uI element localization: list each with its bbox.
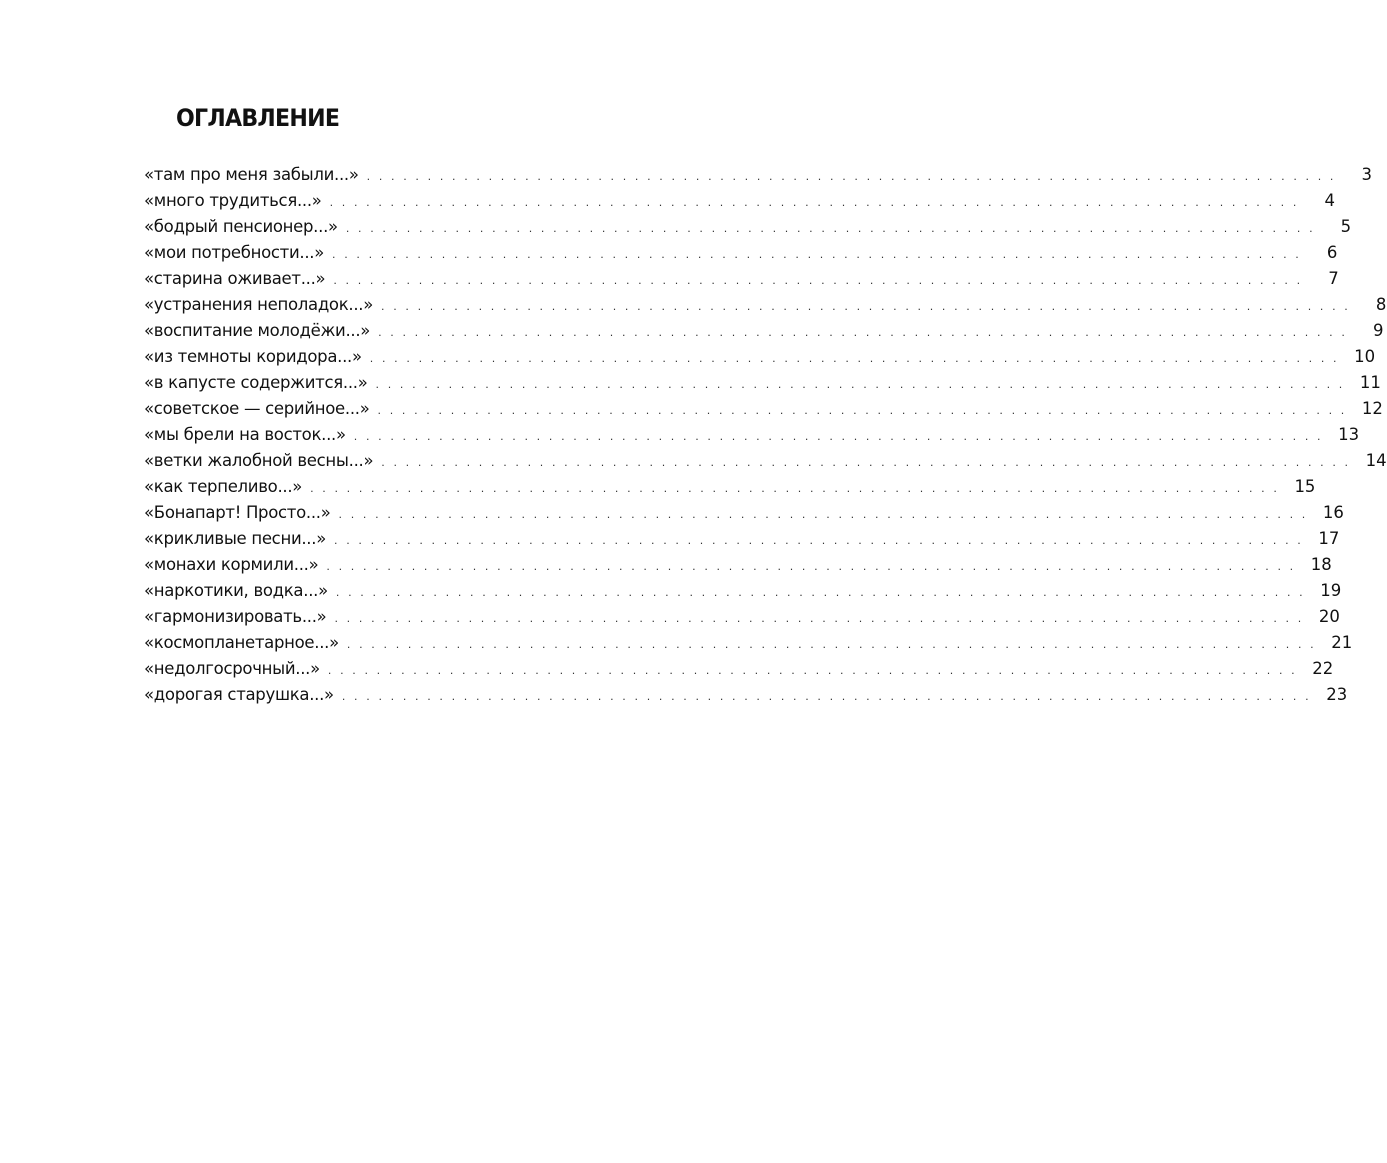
toc-entry[interactable] (144, 266, 1339, 292)
toc-entry[interactable] (144, 422, 1360, 448)
dot-leader: . . . . . . . . . . . . . . . . . . . . . . . . . . . . . . . . . . . . . . . . . . . . . . . . . . . . . . . . . . . . . . . . . . . . . . . . . . . . . . . . (366, 170, 1337, 183)
toc-entry-page-number: 9 (1372, 321, 1384, 340)
toc-entry-page-number: 20 (1318, 607, 1340, 626)
toc-entry-title: «мои потребности...» (144, 243, 325, 262)
toc-entry[interactable] (144, 162, 1373, 188)
toc-entry-title: «советское — серийное...» (144, 399, 370, 418)
toc-entry-page-number: 10 (1354, 347, 1376, 366)
toc-entry-title: «недолгосрочный...» (144, 659, 320, 678)
toc-entry[interactable] (144, 292, 1387, 318)
toc-entry[interactable] (144, 370, 1381, 396)
toc-entry-page-number: 19 (1320, 581, 1342, 600)
toc-entry-page-number: 22 (1312, 659, 1334, 678)
toc-entry[interactable] (144, 188, 1335, 214)
dot-leader: . . . . . . . . . . . . . . . . . . . . . . . . . . . . . . . . . . . . . . . . . . . . . . . . . . . . . . . . . . . . . . . . . . . . . . . . . . . . . . . . (335, 586, 1306, 599)
dot-leader: . . . . . . . . . . . . . . . . . . . . . . . . . . . . . . . . . . . . . . . . . . . . . . . . . . . . . . . . . . . . . . . . . . . . . . . . . . . . . . . . (381, 456, 1351, 469)
toc-entry[interactable] (144, 318, 1384, 344)
toc-entry[interactable] (144, 552, 1332, 578)
toc-entry-title: «старина оживает...» (144, 269, 326, 288)
toc-entry-page-number: 18 (1310, 555, 1332, 574)
toc-entry-title: «Бонапарт! Просто...» (144, 503, 331, 522)
toc-entry-page-number: 11 (1359, 373, 1381, 392)
toc-entry-title: «там про меня забыли...» (144, 165, 359, 184)
dot-leader: . . . . . . . . . . . . . . . . . . . . . . . . . . . . . . . . . . . . . . . . . . . . . . . . . . . . . . . . . . . . . . . . . . . . . . . . . . . . . . . . (333, 274, 1303, 287)
toc-entry-page-number: 15 (1294, 477, 1316, 496)
toc-entry-page-number: 21 (1331, 633, 1353, 652)
toc-entry-page-number: 17 (1318, 529, 1340, 548)
dot-leader: . . . . . . . . . . . . . . . . . . . . . . . . . . . . . . . . . . . . . . . . . . . . . . . . . . . . . . . . . . . . . . . . . . . . . . . . . . . . . . . . (369, 352, 1340, 365)
toc-entry-page-number: 13 (1338, 425, 1360, 444)
dot-leader: . . . . . . . . . . . . . . . . . . . . . . . . . . . . . . . . . . . . . . . . . . . . . . . . . . . . . . . . . . . . . . . . . . . . . . . . . . . . . . . . (326, 560, 1296, 573)
toc-entry-title: «космопланетарное...» (144, 633, 339, 652)
toc-entry-title: «наркотики, водка...» (144, 581, 328, 600)
toc-entry-title: «крикливые песни...» (144, 529, 326, 548)
dot-leader: . . . . . . . . . . . . . . . . . . . . . . . . . . . . . . . . . . . . . . . . . . . . . . . . . . . . . . . . . . . . . . . . . . . . . . . . . . . . . . . . (345, 222, 1316, 235)
dot-leader: . . . . . . . . . . . . . . . . . . . . . . . . . . . . . . . . . . . . . . . . . . . . . . . . . . . . . . . . . . . . . . . . . . . . . . . . . . . . . . . . (346, 638, 1317, 651)
toc-entry-title: «монахи кормили...» (144, 555, 319, 574)
dot-leader: . . . . . . . . . . . . . . . . . . . . . . . . . . . . . . . . . . . . . . . . . . . . . . . . . . . . . . . . . . . . . . . . . . . . . . . . . . . . . . . . (332, 248, 1302, 261)
toc-entry-page-number: 8 (1375, 295, 1387, 314)
dot-leader: . . . . . . . . . . . . . . . . . . . . . . . . . . . . . . . . . . . . . . . . . . . . . . . . . . . . . . . . . . . . . . . . . . . . . . . . . . . . . . . . (375, 378, 1345, 391)
toc-entry-title: «воспитание молодёжи...» (144, 321, 371, 340)
toc-entry-page-number: 14 (1365, 451, 1387, 470)
dot-leader: . . . . . . . . . . . . . . . . . . . . . . . . . . . . . . . . . . . . . . . . . . . . . . . . . . . . . . . . . . . . . . . . . . . . . . . . . . . . . . . . (353, 430, 1324, 443)
toc-entry-page-number: 16 (1322, 503, 1344, 522)
toc-entry[interactable] (144, 630, 1353, 656)
toc-entry-page-number: 7 (1328, 269, 1339, 288)
toc-entry-title: «как терпеливо...» (144, 477, 303, 496)
dot-leader: . . . . . . . . . . . . . . . . . . . . . . . . . . . . . . . . . . . . . . . . . . . . . . . . . . . . . . . . . . . . . . . . . . . . . . . . . . . . . . . . (334, 612, 1304, 625)
dot-leader: . . . . . . . . . . . . . . . . . . . . . . . . . . . . . . . . . . . . . . . . . . . . . . . . . . . . . . . . . . . . . . . . . . . . . . . . . . . . . . . . (378, 326, 1348, 339)
dot-leader: . . . . . . . . . . . . . . . . . . . . . . . . . . . . . . . . . . . . . . . . . . . . . . . . . . . . . . . . . . . . . . . . . . . . . . . . . . . . . . . . (381, 300, 1351, 313)
toc-entry[interactable] (144, 214, 1352, 240)
dot-leader: . . . . . . . . . . . . . . . . . . . . . . . . . . . . . . . . . . . . . . . . . . . . . . . . . . . . . . . . . . . . . . . . . . . . . . . . . . . . . . . . (377, 404, 1347, 417)
toc-entry[interactable] (144, 656, 1334, 682)
toc-entry-title: «из темноты коридора...» (144, 347, 362, 366)
dot-leader: . . . . . . . . . . . . . . . . . . . . . . . . . . . . . . . . . . . . . . . . . . . . . . . . . . . . . . . . . . . . . . . . . . . . . . . . . . . . . . . . (338, 508, 1308, 521)
toc-entry-page-number: 3 (1361, 165, 1373, 184)
toc-entry-title: «гармонизировать...» (144, 607, 327, 626)
toc-entry-page-number: 4 (1324, 191, 1335, 210)
toc-entry-title: «дорогая старушка...» (144, 685, 334, 704)
toc-entry-title: «бодрый пенсионер...» (144, 217, 338, 236)
toc-entry-page-number: 6 (1326, 243, 1338, 262)
page-title: ОГЛАВЛЕНИЕ (176, 104, 340, 132)
toc-entry-title: «много трудиться...» (144, 191, 322, 210)
dot-leader: . . . . . . . . . . . . . . . . . . . . . . . . . . . . . . . . . . . . . . . . . . . . . . . . . . . . . . . . . . . . . . . . . . . . . . . . . . . . . . . . (334, 534, 1304, 547)
dot-leader: . . . . . . . . . . . . . . . . . . . . . . . . . . . . . . . . . . . . . . . . . . . . . . . . . . . . . . . . . . . . . . . . . . . . . . . . . . . . . . . . (329, 196, 1299, 209)
toc-entry[interactable] (144, 578, 1342, 604)
toc-entry[interactable] (144, 526, 1340, 552)
toc-entry-page-number: 23 (1326, 685, 1348, 704)
toc-entry[interactable] (144, 344, 1376, 370)
dot-leader: . . . . . . . . . . . . . . . . . . . . . . . . . . . . . . . . . . . . . . . . . . . . . . . . . . . . . . . . . . . . . . . . . . . . . . . . . . . . . . . . (341, 690, 1312, 703)
toc-entry[interactable] (144, 604, 1340, 630)
toc-entry-page-number: 5 (1340, 217, 1352, 236)
toc-entry-page-number: 12 (1361, 399, 1383, 418)
toc-entry[interactable] (144, 682, 1348, 708)
dot-leader: . . . . . . . . . . . . . . . . . . . . . . . . . . . . . . . . . . . . . . . . . . . . . . . . . . . . . . . . . . . . . . . . . . . . . . . . . . . . . . . . (310, 482, 1280, 495)
dot-leader: . . . . . . . . . . . . . . . . . . . . . . . . . . . . . . . . . . . . . . . . . . . . . . . . . . . . . . . . . . . . . . . . . . . . . . . . . . . . . . . . (327, 664, 1298, 677)
toc-entry[interactable] (144, 240, 1338, 266)
toc-entry-title: «ветки жалобной весны...» (144, 451, 374, 470)
toc-entry-title: «в капусте содержится...» (144, 373, 368, 392)
toc-entry[interactable] (144, 448, 1387, 474)
toc-entry[interactable] (144, 396, 1383, 422)
toc-entry-title: «устранения неполадок...» (144, 295, 374, 314)
table-of-contents (144, 162, 1387, 708)
toc-entry[interactable] (144, 500, 1344, 526)
toc-entry-title: «мы брели на восток...» (144, 425, 346, 444)
toc-entry[interactable] (144, 474, 1316, 500)
